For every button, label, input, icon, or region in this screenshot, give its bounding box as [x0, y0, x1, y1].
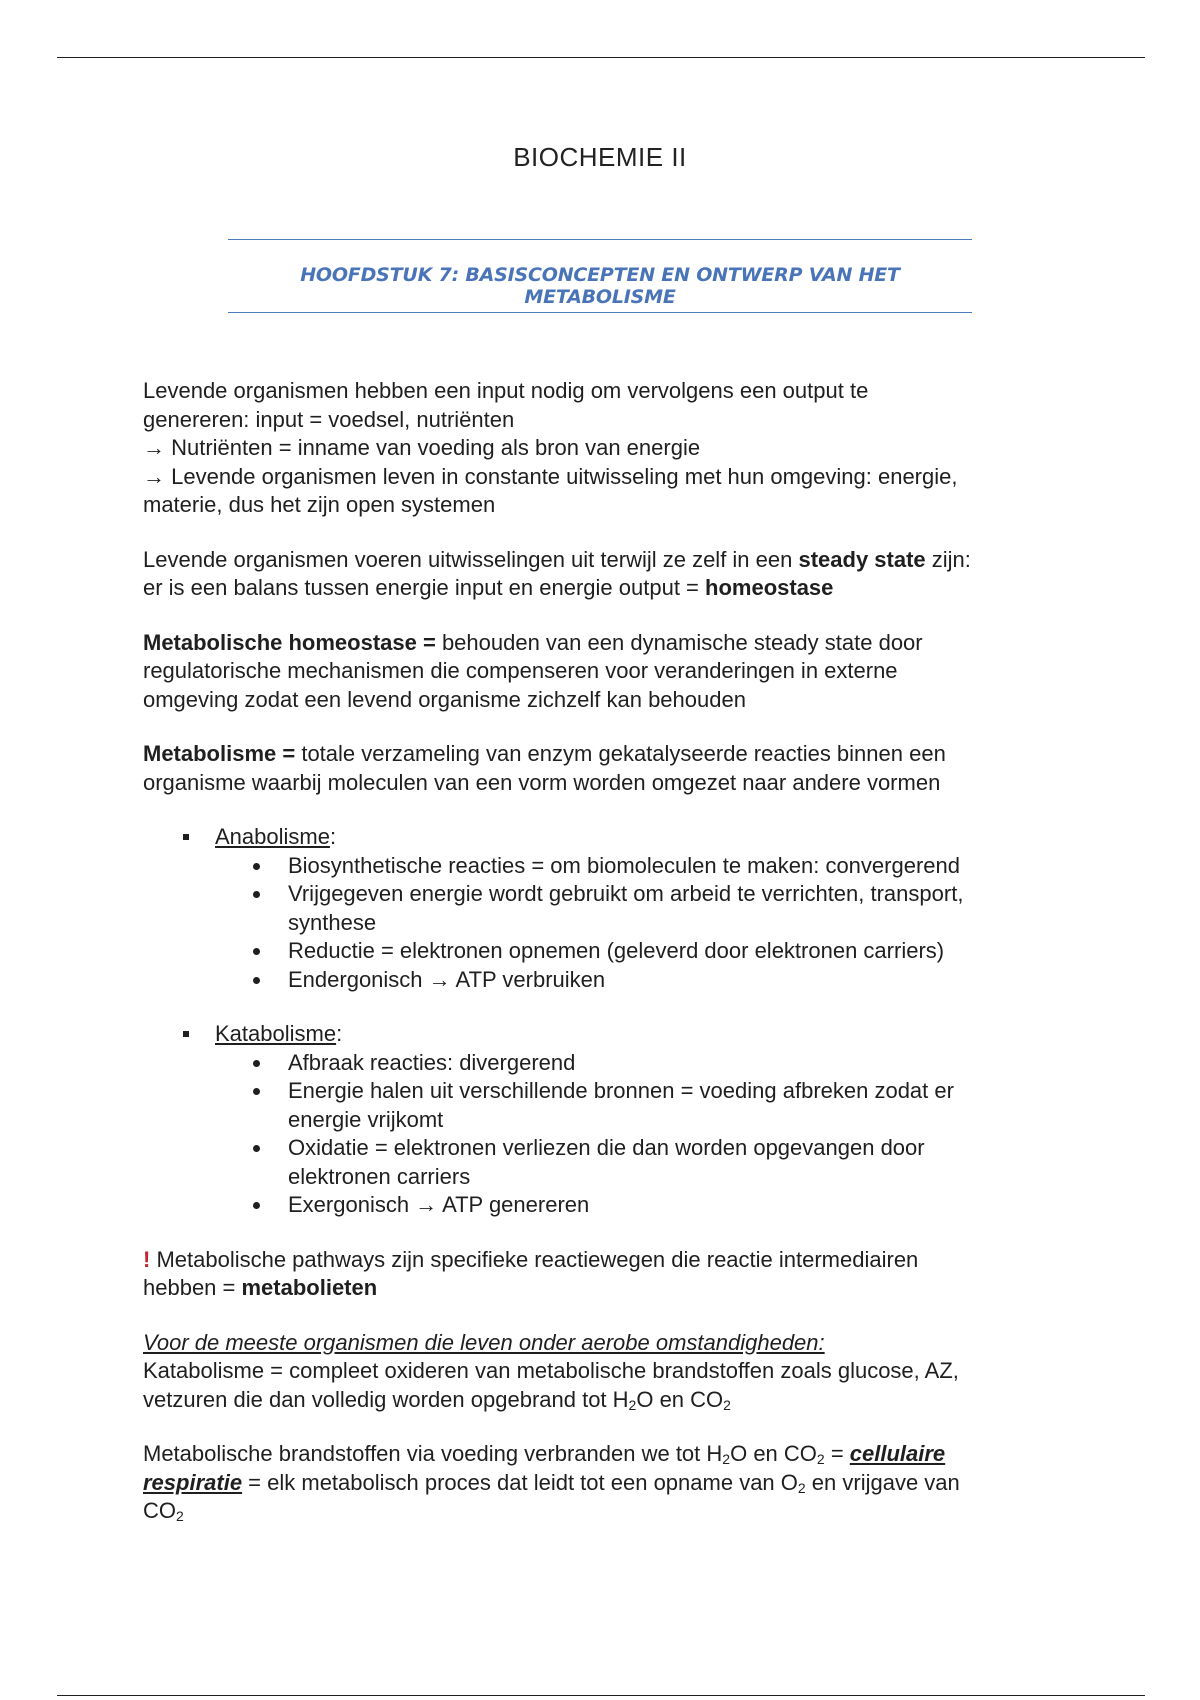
list-item-continuation: elektronen carriers	[288, 1163, 471, 1189]
top-rule	[57, 57, 1145, 58]
list-item: Reductie = elektronen opnemen (geleverd door elektronen carriers)	[143, 937, 1083, 966]
square-bullet-icon	[183, 1031, 189, 1037]
definition-term: Metabolisme =	[143, 741, 296, 766]
list-item: Vrijgegeven energie wordt gebruikt om arbeid te verrichten, transport,	[143, 880, 1083, 909]
bullet-icon	[253, 891, 260, 898]
catabolism-heading: Katabolisme:	[143, 1020, 1083, 1049]
steady-line-2: er is een balans tussen energie input en energie output = homeostase	[143, 575, 834, 600]
list-item: Afbraak reacties: divergerend	[143, 1049, 1083, 1078]
intro-line: genereren: input = voedsel, nutriënten	[143, 406, 515, 432]
document-title: BIOCHEMIE II	[513, 142, 687, 172]
anabolism-list	[143, 823, 1083, 994]
catabolism-list	[143, 1020, 1083, 1220]
list-item: Biosynthetische reacties = om biomoleculen te maken: convergerend	[143, 852, 1083, 881]
bullet-icon	[253, 1145, 260, 1152]
exclamation-icon: !	[143, 1246, 151, 1272]
steady-line-1: Levende organismen voeren uitwisselingen uit terwijl ze zelf in een steady state zijn:	[143, 546, 971, 572]
intro-paragraph	[143, 377, 1083, 520]
respiration-definition: Metabolische brandstoffen via voeding verbranden we tot $H_2O$ en $CO_2$ = cellulaire respiratie = elk metabolisch proces dat leidt tot een opname van $O_2$ en vrijgave van $CO_2$	[143, 1441, 960, 1524]
intro-line: → Nutriënten = inname van voeding als bron van energie	[143, 435, 701, 460]
list-item-continuation: energie vrijkomt	[288, 1106, 444, 1132]
list-item: Energie halen uit verschillende bronnen = voeding afbreken zodat er	[143, 1077, 1083, 1106]
aerobic-heading: Voor de meeste organismen die leven onder aerobe omstandigheden:	[143, 1329, 825, 1355]
bullet-icon	[253, 948, 260, 955]
bullet-icon	[253, 1088, 260, 1095]
list-item-continuation: synthese	[288, 909, 377, 935]
cellular-respiration-term: respiratie	[143, 1469, 243, 1495]
pathways-note: ! Metabolische pathways zijn specifieke reactiewegen die reactie intermediairen hebben = metabolieten	[143, 1246, 919, 1300]
metabolism-definition: Metabolisme = totale verzameling van enzym gekatalyseerde reacties binnen een organisme waarbij moleculen van een vorm worden omgezet naar andere vormen	[143, 741, 946, 795]
intro-line: Levende organismen hebben een input nodig om vervolgens een output te	[143, 378, 869, 403]
list-item: Oxidatie = elektronen verliezen die dan worden opgevangen door	[143, 1134, 1083, 1163]
bullet-icon	[253, 1202, 260, 1209]
aerobic-section: Voor de meeste organismen die leven onder aerobe omstandigheden: Katabolisme = compleet oxideren van metabolische brandstoffen zoals glucose, AZ, vetzuren die dan volledig worden opgebrand tot $H_2O$ en $CO_2$	[143, 1329, 959, 1413]
metabolieten-term: metabolieten	[241, 1275, 378, 1300]
cellular-respiration-term: cellulaire	[849, 1441, 946, 1466]
square-bullet-icon	[183, 834, 189, 840]
intro-line: → Levende organismen leven in constante uitwisseling met hun omgeving: energie,	[143, 463, 958, 489]
definition-term: Metabolische homeostase =	[143, 629, 436, 655]
intro-line: materie, dus het zijn open systemen	[143, 492, 496, 517]
metabolic-homeostasis-definition: Metabolische homeostase = behouden van een dynamische steady state door regulatorische mechanismen die compenseren voor veranderingen in externe omgeving zodat een levend organisme zichzelf kan behouden	[143, 629, 923, 712]
anabolism-heading: Anabolisme:	[143, 823, 1083, 852]
bullet-icon	[253, 1060, 260, 1067]
steady-state-paragraph	[143, 546, 1083, 603]
homeostase-term: homeostase	[705, 575, 834, 600]
steady-state-term: steady state	[798, 546, 926, 572]
chapter-header	[228, 239, 972, 313]
bottom-rule	[57, 1695, 1145, 1696]
chapter-title: HOOFDSTUK 7: BASISCONCEPTEN EN ONTWERP VAN HET METABOLISME	[300, 264, 900, 308]
bullet-icon	[253, 863, 260, 870]
list-item: Endergonisch → ATP verbruiken	[143, 966, 1083, 995]
list-item: Exergonisch → ATP genereren	[143, 1191, 1083, 1220]
document-body	[143, 377, 1083, 1552]
bullet-icon	[253, 977, 260, 984]
